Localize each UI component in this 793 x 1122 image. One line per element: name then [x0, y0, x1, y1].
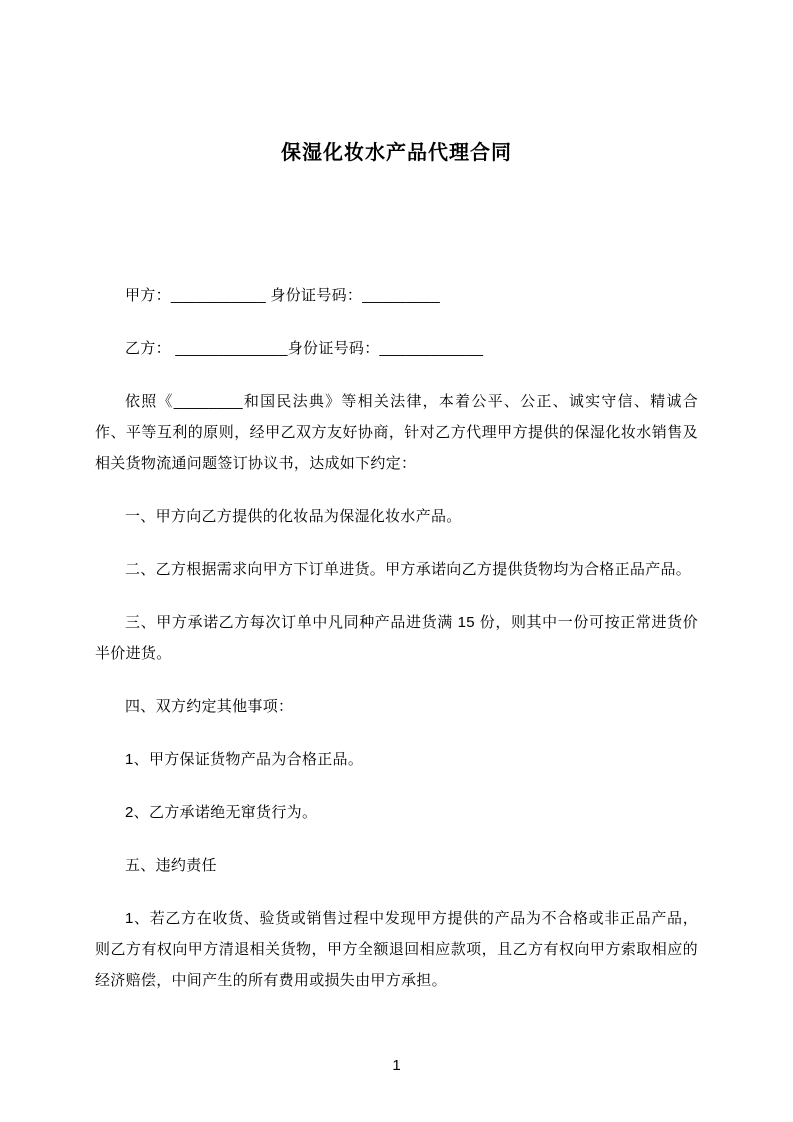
- para-preamble: 依照《________和国民法典》等相关法律，本着公平、公正、诚实守信、精诚合作、平等互利的原则，经甲乙双方友好协商，针对乙方代理甲方提供的保湿化妆水销售及相关货物流通问题签订协议书，达成如下约定：: [95, 393, 698, 472]
- para-clause-5: 五、违约责任: [125, 857, 217, 874]
- para-clause-2: 二、乙方根据需求向甲方下订单进货。甲方承诺向乙方提供货物均为合格正品产品。: [125, 561, 692, 578]
- para-clause-4-item-1: 1、甲方保证货物产品为合格正品。: [125, 751, 364, 768]
- page-number: 1: [392, 1057, 401, 1074]
- para-party-a: 甲方：___________ 身份证号码：_________: [125, 287, 441, 304]
- para-party-b: 乙方： _____________身份证号码：____________: [125, 340, 484, 357]
- document-body: [95, 280, 698, 996]
- para-clause-1: 一、甲方向乙方提供的化妆品为保湿化妆水产品。: [125, 508, 462, 525]
- para-clause-5-item-1: 1、若乙方在收货、验货或销售过程中发现甲方提供的产品为不合格或非正品产品，则乙方有权向甲方清退相关货物，甲方全额退回相应款项，且乙方有权向甲方索取相应的经济赔偿，中间产生的所有费用或损失由甲方承担。: [95, 910, 698, 989]
- para-clause-4-item-2: 2、乙方承诺绝无窜货行为。: [125, 804, 318, 821]
- document-title: 保湿化妆水产品代理合同: [281, 142, 512, 164]
- para-clause-3: 三、甲方承诺乙方每次订单中凡同种产品进货满 15 份，则其中一份可按正常进货价半价进货。: [95, 614, 698, 662]
- para-clause-4: 四、双方约定其他事项：: [125, 698, 294, 715]
